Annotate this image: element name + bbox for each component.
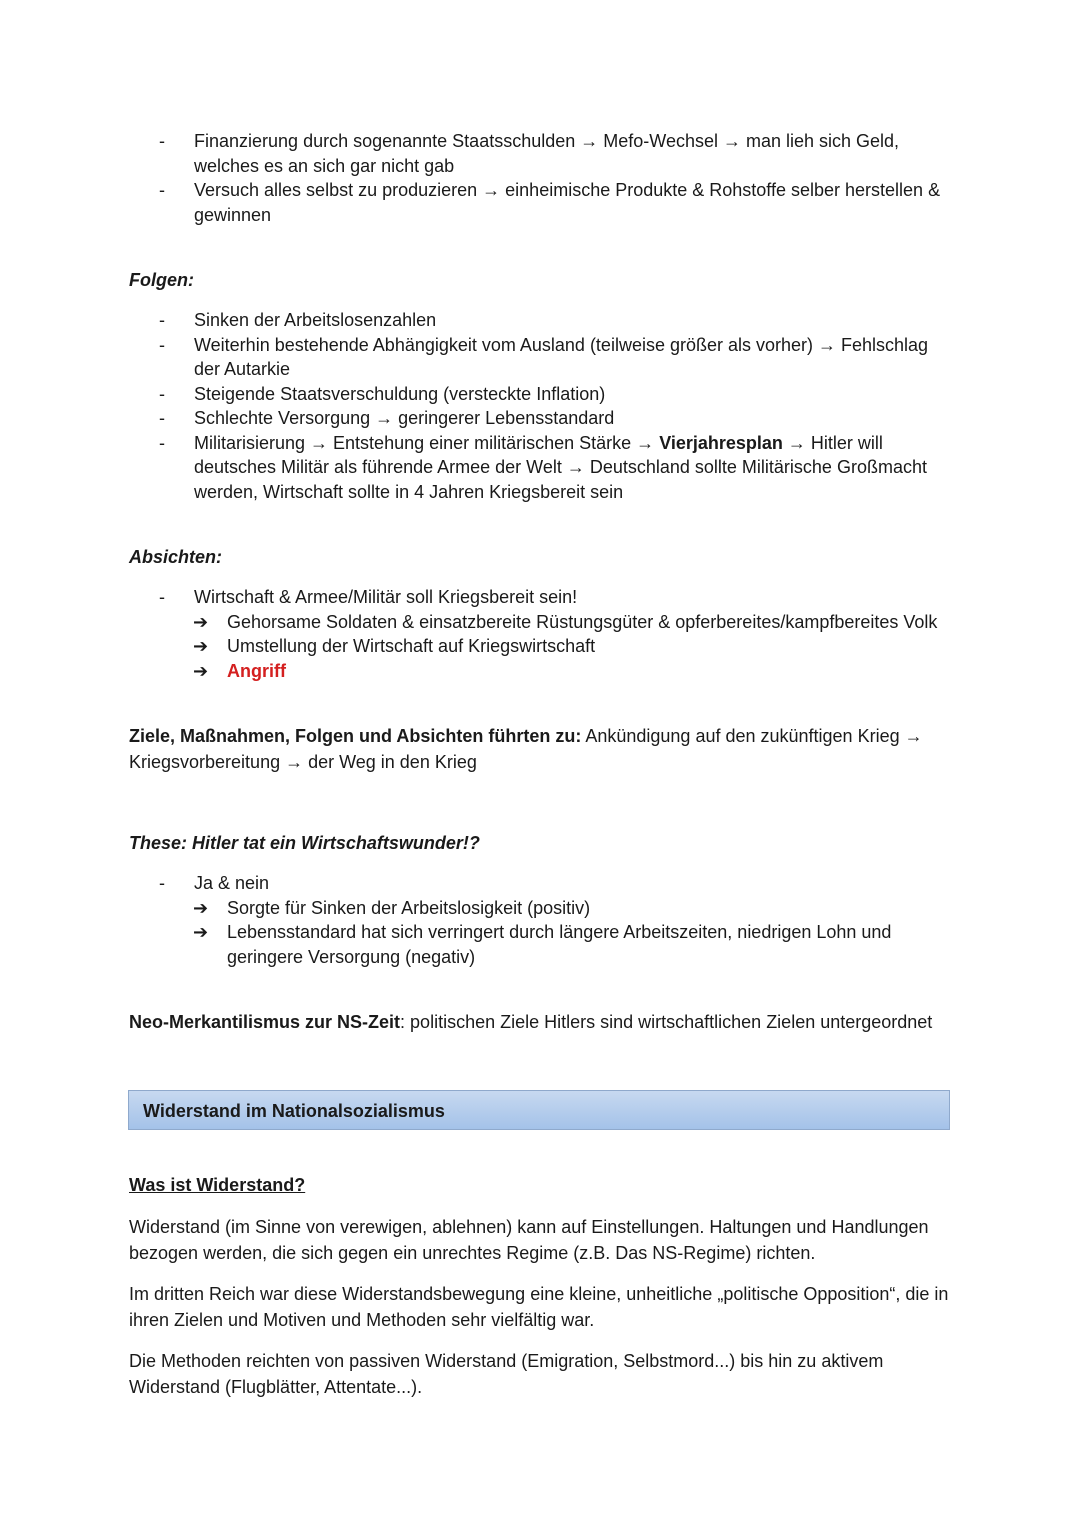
arrow-icon: ➔: [193, 660, 209, 681]
list-item-text: Weiterhin bestehende Abhängigkeit vom Ausland (teilweise größer als vorher) → Fehlschlag der Autarkie: [194, 334, 929, 379]
folgen-heading: [129, 268, 959, 293]
paragraph: Im dritten Reich war diese Widerstandsbewegung eine kleine, unheitliche „politische Opposition“, die in ihren Zielen und Motiven und Methoden sehr vielfältig war.: [129, 1284, 949, 1330]
arrow-item-text: Gehorsame Soldaten & einsatzbereite Rüstungsgüter & opferbereites/kampfbereites Volk: [227, 611, 938, 632]
section-banner: [128, 1090, 950, 1130]
list-item-text: Steigende Staatsverschuldung (versteckte Inflation): [194, 383, 606, 404]
arrow-item-text: Sorgte für Sinken der Arbeitslosigkeit (positiv): [227, 897, 591, 918]
arrow-item: [129, 920, 959, 969]
ziele-summary: [129, 723, 959, 775]
these-heading: [129, 831, 959, 856]
summary-text: Ankündigung auf den zukünftigen Krieg → Kriegsvorbereitung → der Weg in den Krieg: [129, 726, 923, 772]
widerstand-heading: [129, 1173, 959, 1198]
list-item: [129, 178, 959, 227]
angriff-text: Angriff: [227, 660, 286, 681]
list-item: [129, 871, 959, 896]
section-heading: Was ist Widerstand?: [129, 1175, 306, 1195]
arrow-item: [129, 896, 959, 921]
list-item: [129, 585, 959, 610]
absichten-list: [129, 585, 959, 683]
widerstand-paragraph-2: [129, 1281, 959, 1333]
list-item: [129, 129, 959, 178]
list-item-text: Schlechte Versorgung → geringerer Lebensstandard: [194, 408, 615, 428]
paragraph: Die Methoden reichten von passiven Widerstand (Emigration, Selbstmord...) bis hin zu aktivem Widerstand (Flugblätter, Attentate...).: [129, 1351, 884, 1397]
arrow-item: [129, 634, 959, 659]
folgen-list: [129, 308, 959, 504]
vierjahresplan-term: Vierjahresplan: [659, 432, 783, 453]
arrow-item-text: Umstellung der Wirtschaft auf Kriegswirtschaft: [227, 636, 596, 656]
absichten-heading: [129, 545, 959, 570]
summary-label: Ziele, Maßnahmen, Folgen und Absichten führten zu:: [129, 726, 582, 746]
arrow-item: [129, 659, 959, 684]
arrow-icon: ➔: [193, 897, 209, 918]
list-item: [129, 406, 959, 431]
list-item: [129, 308, 959, 333]
section-heading: Absichten:: [129, 547, 223, 567]
neo-merkantilismus: [129, 1010, 969, 1035]
list-item-text: Sinken der Arbeitslosenzahlen: [194, 310, 437, 330]
section-heading: These: Hitler tat ein Wirtschaftswunder!?: [129, 833, 480, 853]
neo-label: Neo-Merkantilismus zur NS-Zeit: [129, 1012, 401, 1032]
banner-title: Widerstand im Nationalsozialismus: [143, 1101, 445, 1121]
list-item-text: Versuch alles selbst zu produzieren → einheimische Produkte & Rohstoffe selber herstellen & gewinnen: [194, 180, 941, 225]
widerstand-paragraph-3: [129, 1348, 959, 1400]
massnahmen-list-continued: [129, 129, 959, 227]
list-item-text: Wirtschaft & Armee/Militär soll Kriegsbereit sein!: [194, 587, 578, 607]
arrow-item: [129, 610, 959, 635]
these-list: [129, 871, 959, 969]
arrow-icon: ➔: [193, 611, 209, 632]
widerstand-paragraph-1: [129, 1214, 959, 1266]
list-item-text: → Hitler will deutsches Militär als führende Armee der Welt → Deutschland sollte Militärische Großmacht werden, Wirtschaft sollte in 4 Jahren Kriegsbereit sein: [194, 432, 927, 502]
arrow-icon: ➔: [193, 922, 209, 942]
list-item-text: Finanzierung durch sogenannte Staatsschulden → Mefo-Wechsel → man lieh sich Geld, welches es an sich gar nicht gab: [194, 131, 900, 176]
section-heading: Folgen:: [129, 270, 194, 290]
arrow-icon: ➔: [193, 636, 209, 656]
list-item-text: Militarisierung → Entstehung einer militärischen Stärke →: [194, 432, 660, 453]
neo-text: : politischen Ziele Hitlers sind wirtschaftlichen Zielen untergeordnet: [400, 1012, 933, 1032]
list-item: [129, 382, 959, 407]
arrow-item-text: Lebensstandard hat sich verringert durch längere Arbeitszeiten, niedrigen Lohn und geringere Versorgung (negativ): [227, 922, 892, 967]
paragraph: Widerstand (im Sinne von verewigen, ablehnen) kann auf Einstellungen. Haltungen und Handlungen bezogen werden, die sich gegen ein unrechtes Regime (z.B. Das NS-Regime) richten.: [129, 1217, 929, 1263]
list-item-text: Ja & nein: [194, 873, 270, 893]
list-item: [129, 333, 959, 382]
list-item: [129, 431, 959, 505]
